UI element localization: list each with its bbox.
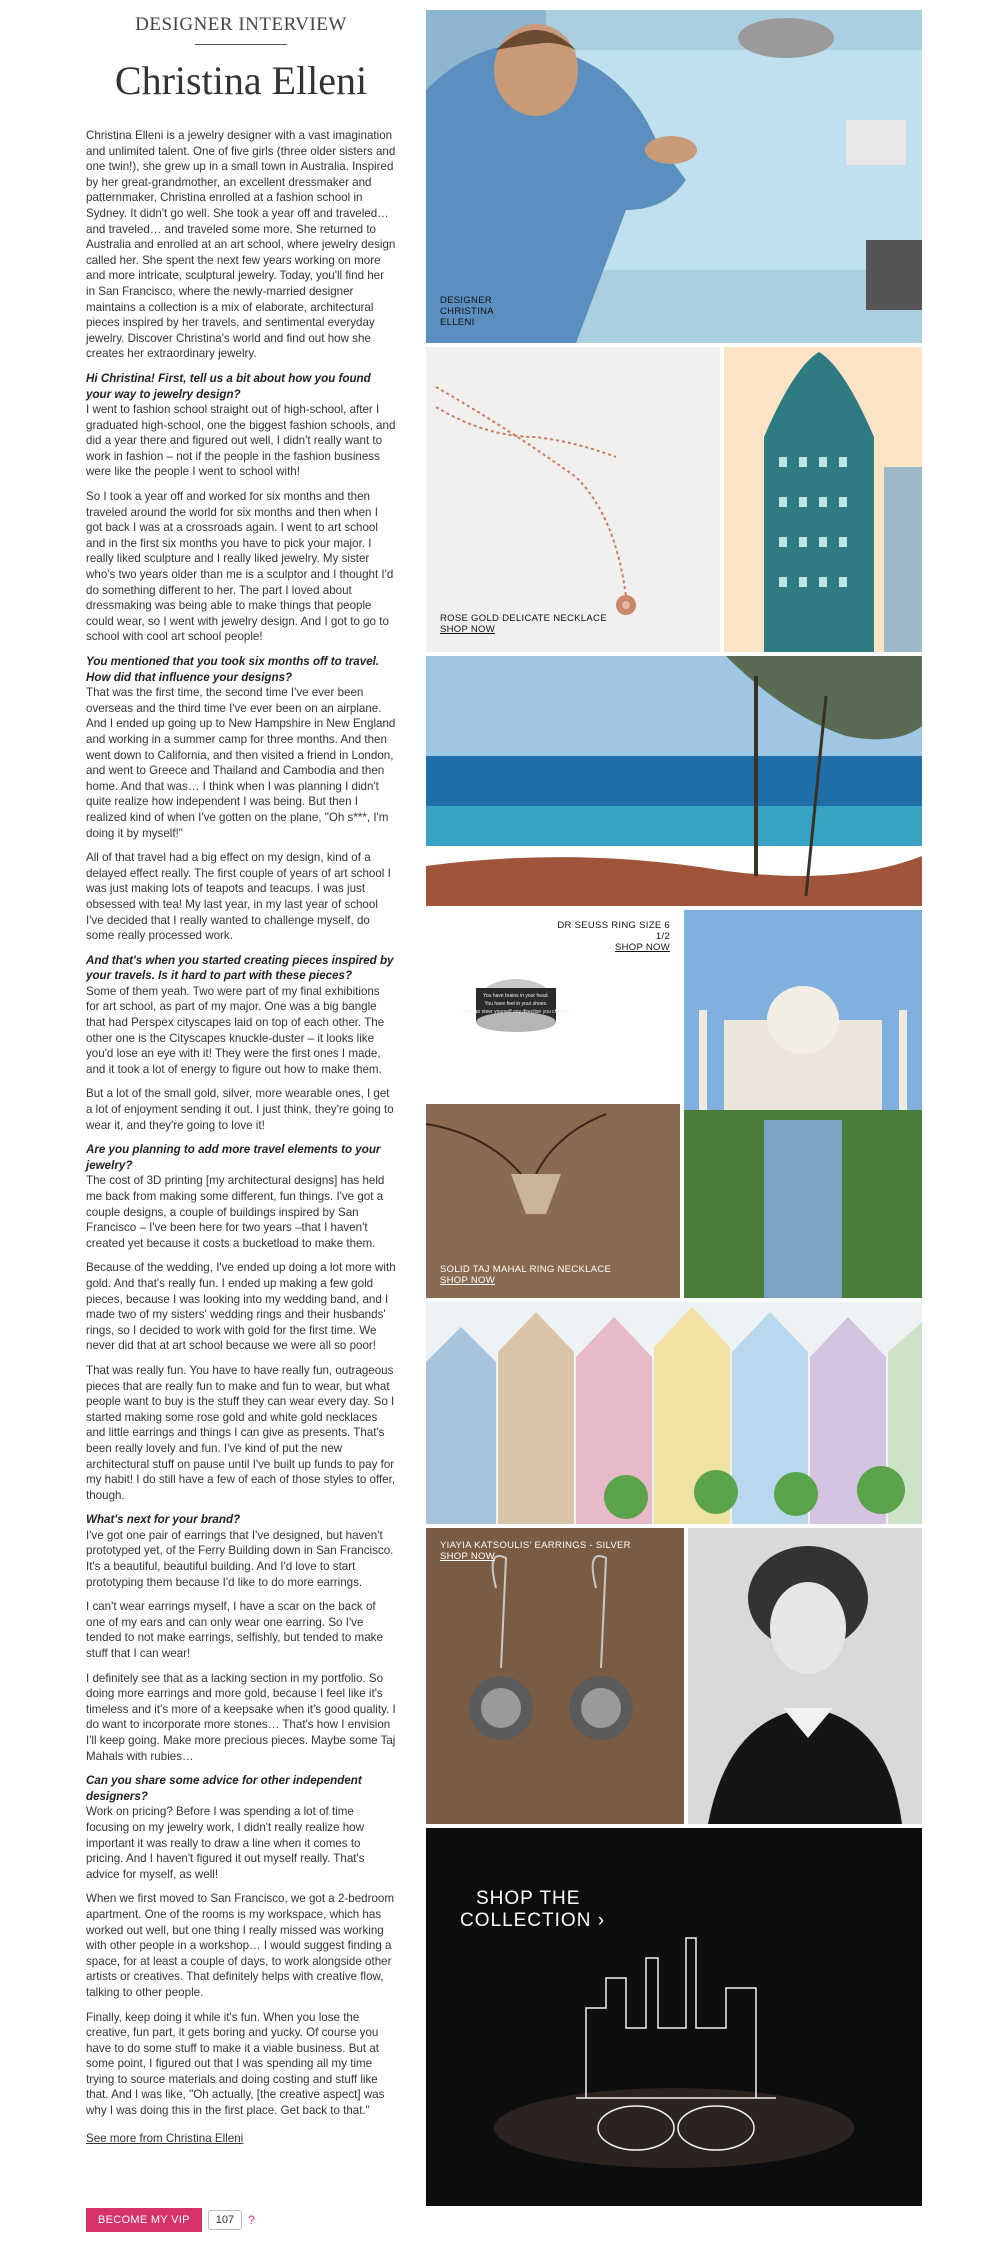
vip-count-badge: 107 xyxy=(208,2210,242,2230)
answer-text: So I took a year off and worked for six months and then traveled around the world for six months and then when I got back I was at a crossroads again. I went to art school and in the first six months you have to pick your major. I really liked sculpture and I really liked jewelry. My sister who's two years older than me is a sculptor and I thought I'd do something different to her. The part I loved about dressmaking was being able to make things that people could wear, so I went with jewelry design. And I got to go to school with cool art school people! xyxy=(86,490,394,644)
ring-caption-label: DR SEUSS RING SIZE 6 1/2 xyxy=(557,920,670,942)
answer-text: I've got one pair of earrings that I've designed, but haven't prototyped yet, of the Ferry Building down in San Francisco. It's a beautiful, beautiful building. And I'd love to start prototyping them because I'd like to do more earrings. xyxy=(86,1528,394,1589)
answer-text: That was the first time, the second time I've ever been overseas and the third time I've ever been on an airplane. And I ended up going up to New Hampshire in New England and working in a summer camp for three months. And then went down to California, and then visited a friend in London, and went to Greece and Thailand and Cambodia and then home. And that was… I think when I was planning I didn't quite realize how independent I was being. But then I realized kind of when I've gotten on the plane, "Oh s***, I'm doing it by myself!" xyxy=(86,686,396,840)
vip-help-link[interactable]: ? xyxy=(248,2213,255,2227)
interview-question: Are you planning to add more travel elements to your jewelry? xyxy=(86,1143,381,1172)
answer-text: That was really fun. You have to have really fun, outrageous pieces that are really fun to make and fun to wear, but what people want to buy is the stuff they can wear every day. So I started making some rose gold and white gold necklaces and little earrings and things I can give as presents. That's been really lovely and fun. I've kind of put the new architectural stuff on pause until I've built up funds to pay for my habit! I do still have a few of each of those styles to offer, though. xyxy=(86,1363,396,1502)
necklace-caption xyxy=(440,613,607,635)
shop-collection-cta[interactable] xyxy=(460,1888,605,1932)
portrait-photo-tile xyxy=(688,1528,922,1824)
shop-collection-line2: COLLECTION › xyxy=(460,1910,606,1931)
coastline-image xyxy=(426,656,922,906)
article-paragraph xyxy=(86,2010,396,2119)
answer-text: But a lot of the small gold, silver, more wearable ones, I get a lot of enjoyment sending it out. I just think, they're going to wear it, and they're going to love it! xyxy=(86,1087,394,1132)
article-paragraph xyxy=(86,1773,396,1882)
earrings-shop-now-link[interactable]: SHOP NOW xyxy=(440,1551,496,1562)
interview-question: Hi Christina! First, tell us a bit about how you found your way to jewelry design? xyxy=(86,371,371,401)
answer-text: The cost of 3D printing [my architectural designs] has held me back from making some different, fun things. I've got a couple designs, a couple of buildings inspired by San Francisco – I've been here for two years –that I haven't created yet because it costs a bucketload to make them. xyxy=(86,1174,385,1250)
taj-mahal-photo-tile xyxy=(684,910,922,1298)
ring-caption xyxy=(546,920,670,953)
earrings-caption xyxy=(440,1540,631,1562)
vintage-portrait-image xyxy=(688,1528,922,1824)
taj-mahal-image xyxy=(684,910,922,1298)
painted-ladies-houses-image xyxy=(426,1302,922,1524)
answer-text: All of that travel had a big effect on my design, kind of a delayed effect really. The first couple of years of art school I was just making lots of teapots and teacups. I was just obsessed with tea! My last year, in my last year of school I've decided that I really wanted to challenge myself, do some really processed work. xyxy=(86,851,391,943)
article-column xyxy=(86,14,396,2147)
article-paragraph xyxy=(86,1671,396,1765)
article-paragraph xyxy=(86,489,396,645)
ring-engraving-text: You have brains in your head. xyxy=(483,993,549,999)
article-paragraph xyxy=(86,850,396,944)
cityscape-ring-image xyxy=(426,1828,922,2206)
section-kicker: DESIGNER INTERVIEW xyxy=(135,14,347,35)
interview-question: You mentioned that you took six months off to travel. How did that influence your designs? xyxy=(86,655,380,684)
flatiron-building-image xyxy=(724,347,922,652)
article-paragraph xyxy=(86,1512,396,1590)
answer-text: I can't wear earrings myself, I have a scar on the back of one of my ears and can only wear one earring. So I've tended to not make earrings, selfishly, but tended to make stuff that I can wear! xyxy=(86,1600,383,1661)
designer-caption: DESIGNER CHRISTINA ELLENI xyxy=(440,295,494,328)
designer-workbench-image xyxy=(426,10,922,343)
yiayia-earrings-image xyxy=(426,1528,684,1824)
interview-question: Can you share some advice for other independent designers? xyxy=(86,1774,362,1803)
taj-necklace-shop-now-link[interactable]: SHOP NOW xyxy=(440,1275,496,1286)
article-paragraph xyxy=(86,1142,396,1251)
become-vip-button[interactable]: BECOME MY VIP xyxy=(86,2208,202,2232)
answer-text: I went to fashion school straight out of high-school, after I graduated high-school, one the biggest fashion schools, and did a year there and figured out well, I didn't really want to work in fashion – not if the people in the fashion business were like the people I went to school with! xyxy=(86,403,396,479)
ring-engraving-text: You have feet in your shoes. xyxy=(484,1001,548,1007)
answer-text: When we first moved to San Francisco, we got a 2-bedroom apartment. One of the rooms is my workspace, which has worked out well, but one thing I really missed was working with other people in a workshop… I would suggest finding a space, for at least a couple of days, to work alongside other artists or creatives. That definitely helps with creative flow, talking to other people. xyxy=(86,1892,395,1999)
product-gallery xyxy=(426,10,922,2206)
earrings-caption-label: YIAYIA KATSOULIS' EARRINGS - SILVER xyxy=(440,1540,631,1551)
interview-question: And that's when you started creating pieces inspired by your travels. Is it hard to part with these pieces? xyxy=(86,953,394,983)
shop-collection-line1: SHOP THE xyxy=(476,1888,581,1909)
answer-text: Finally, keep doing it while it's fun. When you lose the creative, fun part, it gets boring and yucky. Of course you have to do some stuff to make it a viable business. But at some point, I figured out that I was spending all my time trying to source materials and doing costing and stuff like that. And I was like, "Oh actually, [the creative aspect] was why I was doing this in the first place. Get back to that." xyxy=(86,2010,385,2118)
houses-illustration-tile xyxy=(426,1302,922,1524)
article-paragraph xyxy=(86,953,396,1078)
article-paragraph xyxy=(86,1891,396,2000)
interview-body xyxy=(86,128,396,2119)
article-paragraph xyxy=(86,1086,396,1133)
article-paragraph xyxy=(86,1599,396,1661)
page-title: Christina Elleni xyxy=(114,58,368,103)
rose-gold-necklace-image xyxy=(426,347,720,652)
see-more-link[interactable]: See more from Christina Elleni xyxy=(86,2131,244,2145)
answer-text: Because of the wedding, I've ended up doing a lot more with gold. And that's really fun. I ended up making a few gold pieces, because I was looking into my wedding band, and I made two of my sisters' wedding rings and their husbands' rings, so I decided to work with gold for the first time. We never did that at art school because we were all so poor! xyxy=(86,1261,396,1353)
necklace-product-tile[interactable] xyxy=(426,347,720,652)
article-paragraph xyxy=(86,1363,396,1503)
article-paragraph xyxy=(86,371,396,480)
article-paragraph xyxy=(86,128,396,362)
taj-necklace-caption xyxy=(440,1264,611,1286)
ring-shop-now-link[interactable]: SHOP NOW xyxy=(614,942,670,953)
ring-engraving-text: You can steer yourself any direction you choose. xyxy=(462,1009,570,1015)
taj-necklace-caption-label: SOLID TAJ MAHAL RING NECKLACE xyxy=(440,1264,612,1275)
interview-question: What's next for your brand? xyxy=(86,1513,241,1527)
necklace-shop-now-link[interactable]: SHOP NOW xyxy=(440,624,496,635)
answer-text: I definitely see that as a lacking section in my portfolio. So doing more earrings and more gold, because I feel like it's timeless and it's more of a keepsake when it's good quality. I do want to incorporate more stones… That's how I envision I'll keep going. Make more precious pieces. Maybe some Taj Mahals with rubies… xyxy=(86,1671,396,1763)
answer-text: Some of them yeah. Two were part of my final exhibitions for art school, as part of my major. One was a big bangle that had Perspex cityscapes laid on top of each other. The other one is the Cityscapes knuckle-duster – it looks like you'd lose an eye with it! They were the first ones I made, and it took a lot of energy to figure out how to make them. xyxy=(86,984,385,1076)
answer-text: Christina Elleni is a jewelry designer with a vast imagination and unlimited talent. One of five girls (three older sisters and one twin!), she grew up in a small town in Australia. Inspired by her great-grandmother, an excellent dressmaker and patternmaker, Christina enrolled at a fashion school in Sydney. It didn't go well. She took a year off and traveled… and traveled… and traveled some more. She returned to Australia and enrolled at an art school, where jewelry design called her. She spent the next few years working on more and more intricate, sculptural jewelry. Today, you'll find her in San Francisco, where the newly-married designer maintains a collection is a mix of elaborate, architectural pieces inspired by her travels, and sentimental everyday jewelry. Discover Christina's world and find out how she creates her extraordinary jewelry. xyxy=(86,129,396,361)
kicker-divider xyxy=(195,44,287,45)
ring-product-tile[interactable] xyxy=(426,910,680,1100)
vip-row xyxy=(86,2208,255,2232)
article-paragraph xyxy=(86,1260,396,1354)
coast-photo-tile xyxy=(426,656,922,906)
designer-photo-tile[interactable] xyxy=(426,10,922,343)
necklace-caption-label: ROSE GOLD DELICATE NECKLACE xyxy=(440,613,607,624)
shop-collection-tile[interactable] xyxy=(426,1828,922,2206)
answer-text: Work on pricing? Before I was spending a lot of time focusing on my jewelry work, I didn't really realize how important it was really to draw a line when it comes to pricing. And I haven't figured it out myself really. That's advice for myself, as well! xyxy=(86,1805,365,1881)
taj-necklace-product-tile[interactable] xyxy=(426,1104,680,1298)
earrings-product-tile[interactable] xyxy=(426,1528,684,1824)
building-photo-tile xyxy=(724,347,922,652)
article-paragraph xyxy=(86,654,396,841)
